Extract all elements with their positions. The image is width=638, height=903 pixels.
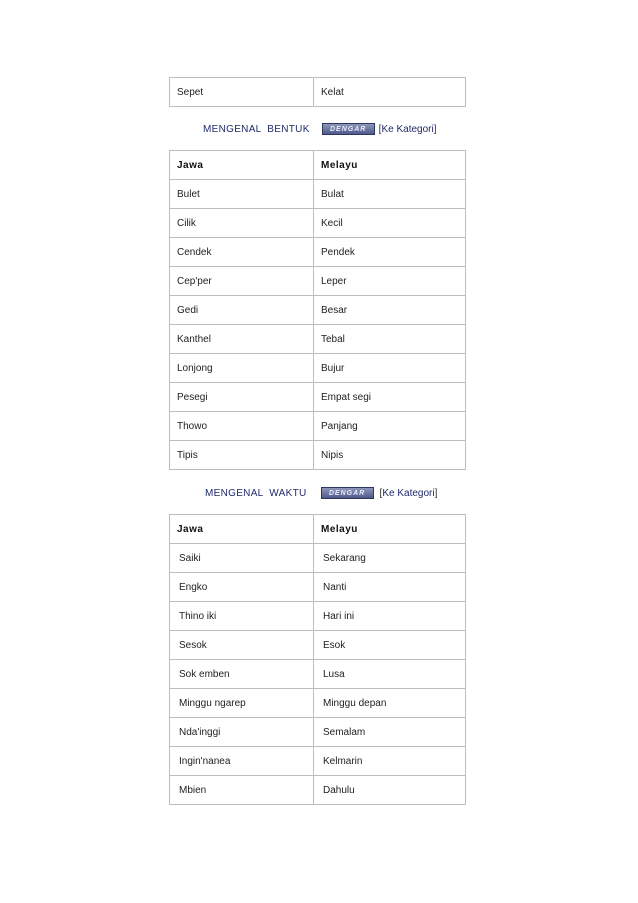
jawa-cell: Sesok	[170, 631, 314, 660]
table-row	[170, 718, 466, 747]
section-title: MENGENAL WAKTU	[205, 487, 307, 499]
bentuk-table	[169, 150, 466, 470]
table-row	[170, 296, 466, 325]
jawa-cell: Bulet	[170, 180, 314, 209]
header-row	[170, 515, 466, 544]
table-row	[170, 78, 466, 107]
table-row	[170, 180, 466, 209]
melayu-cell: Kecil	[314, 209, 466, 238]
melayu-cell: Dahulu	[314, 776, 466, 805]
section-title: MENGENAL BENTUK	[203, 123, 310, 135]
melayu-cell: Lusa	[314, 660, 466, 689]
melayu-cell: Minggu depan	[314, 689, 466, 718]
table-row	[170, 238, 466, 267]
jawa-cell: Lonjong	[170, 354, 314, 383]
jawa-cell: Sok emben	[170, 660, 314, 689]
waktu-heading	[205, 487, 437, 499]
top-word-table	[169, 77, 466, 107]
category-link-text[interactable]: Ke Kategori	[381, 123, 434, 135]
melayu-cell: Hari ini	[314, 602, 466, 631]
melayu-cell: Pendek	[314, 238, 466, 267]
header-row	[170, 151, 466, 180]
bentuk-heading	[203, 123, 437, 135]
table-row	[170, 573, 466, 602]
category-link-text[interactable]: Ke Kategori	[382, 487, 435, 499]
jawa-cell: Nda'inggi	[170, 718, 314, 747]
dengar-button[interactable]: DENGAR	[322, 123, 375, 135]
jawa-cell: Kanthel	[170, 325, 314, 354]
jawa-cell: Ingin'nanea	[170, 747, 314, 776]
table-row	[170, 776, 466, 805]
melayu-cell: Besar	[314, 296, 466, 325]
table-row	[170, 689, 466, 718]
jawa-cell: Gedi	[170, 296, 314, 325]
column-header-melayu: Melayu	[314, 515, 466, 544]
table-row	[170, 354, 466, 383]
jawa-cell: Cendek	[170, 238, 314, 267]
melayu-cell: Tebal	[314, 325, 466, 354]
melayu-cell: Nanti	[314, 573, 466, 602]
melayu-cell: Bujur	[314, 354, 466, 383]
table-row	[170, 747, 466, 776]
jawa-cell: Cep'per	[170, 267, 314, 296]
jawa-cell: Tipis	[170, 441, 314, 470]
jawa-cell: Cilik	[170, 209, 314, 238]
table-row	[170, 631, 466, 660]
table-row	[170, 412, 466, 441]
column-header-melayu: Melayu	[314, 151, 466, 180]
category-link[interactable]: [Ke Kategori]	[378, 123, 437, 135]
melayu-cell: Sekarang	[314, 544, 466, 573]
melayu-cell: Bulat	[314, 180, 466, 209]
melayu-cell: Panjang	[314, 412, 466, 441]
melayu-cell: Kelat	[314, 78, 466, 107]
jawa-cell: Thino iki	[170, 602, 314, 631]
column-header-jawa: Jawa	[170, 515, 314, 544]
jawa-cell: Minggu ngarep	[170, 689, 314, 718]
jawa-cell: Saiki	[170, 544, 314, 573]
table-row	[170, 544, 466, 573]
table-row	[170, 325, 466, 354]
jawa-cell: Pesegi	[170, 383, 314, 412]
jawa-cell: Mbien	[170, 776, 314, 805]
dengar-button[interactable]: DENGAR	[321, 487, 374, 499]
table-row	[170, 383, 466, 412]
melayu-cell: Empat segi	[314, 383, 466, 412]
category-link[interactable]: [Ke Kategori]	[379, 487, 438, 499]
jawa-cell: Engko	[170, 573, 314, 602]
melayu-cell: Nipis	[314, 441, 466, 470]
table-row	[170, 602, 466, 631]
waktu-table	[169, 514, 466, 805]
table-row	[170, 267, 466, 296]
melayu-cell: Kelmarin	[314, 747, 466, 776]
table-row	[170, 660, 466, 689]
melayu-cell: Esok	[314, 631, 466, 660]
jawa-cell: Sepet	[170, 78, 314, 107]
table-row	[170, 209, 466, 238]
jawa-cell: Thowo	[170, 412, 314, 441]
table-row	[170, 441, 466, 470]
melayu-cell: Semalam	[314, 718, 466, 747]
melayu-cell: Leper	[314, 267, 466, 296]
column-header-jawa: Jawa	[170, 151, 314, 180]
